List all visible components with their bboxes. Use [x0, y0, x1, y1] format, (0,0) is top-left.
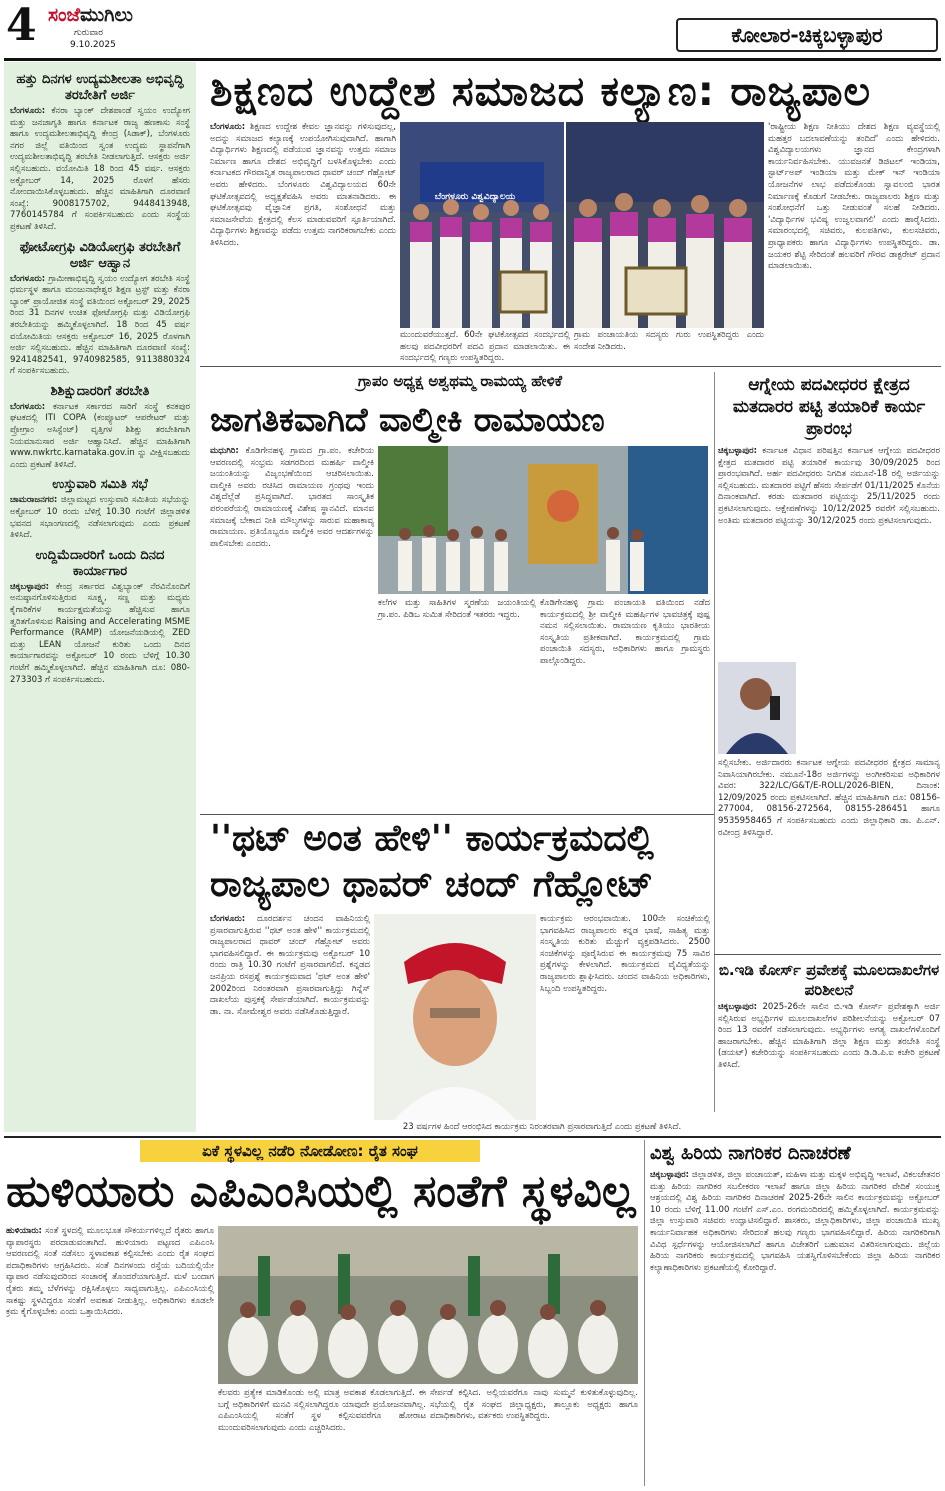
voters-headline: ಆಗ್ನೇಯ ಪದವೀಧರರ ಕ್ಷೇತ್ರದ ಮತದಾರರ ಪಟ್ಟಿ ತಯಾರಿಕೆ ಕಾರ್ಯ ಪ್ರಾರಂಭ	[732, 375, 926, 439]
bed-headline: ಬಿ.ಇಡಿ ಕೋರ್ಸ್ ಪ್ರವೇಶಕ್ಕೆ ಮೂಲದಾಖಲೆಗಳ ಪರಿಶೀಲನೆ	[718, 961, 940, 999]
convocation-photo	[400, 122, 564, 328]
gehlot-caption: 23 ವರ್ಷಗಳ ಹಿಂದೆ ಆರಂಭಿಸಿದ ಕಾರ್ಯಕ್ರಮ ನಿರಂತರವಾಗಿ ಪ್ರಸಾರವಾಗುತ್ತಿದೆ ಎಂದು ಪ್ರಕಟಣೆ ತಿಳಿಸಿದೆ.	[402, 1122, 682, 1132]
brief-title: ಉದ್ದಿಮೆದಾರರಿಗೆ ಒಂದು ದಿನದ ಕಾರ್ಯಾಗಾರ	[35, 547, 165, 579]
voters-body: ಚಿಕ್ಕಬಳ್ಳಾಪುರ: ಕರ್ನಾಟಕ ವಿಧಾನ ಪರಿಷತ್ತಿನ ಕರ್ನಾಟಕ ಆಗ್ನೇಯ ಪದವೀಧರರ ಕ್ಷೇತ್ರದ ಮತದಾರರ ಪಟ್ಟಿ ತಯಾರಿಕೆ ಕಾರ್ಯವು 30/09/2025 ರಿಂದ ಪ್ರಾರಂಭವಾಗಿದೆ. ಅರ್ಹ ಪದವೀಧರರು ನಿಗದಿತ ನಮೂನೆ-18 ರಲ್ಲಿ ಅರ್ಜಿಯನ್ನು ಸಲ್ಲಿಸಬಹುದು. ಮತದಾರರ ಪಟ್ಟಿಗೆ ಹೆಸರು ಸೇರ್ಪಡೆಗೆ 01/11/2025 ಕೊನೆಯ ದಿನಾಂಕವಾಗಿದೆ. ಕರಡು ಮತದಾರರ ಪಟ್ಟಿಯನ್ನು 25/11/2025 ರಂದು ಪ್ರಕಟಿಸಲಾಗುವುದು. ಆಕ್ಷೇಪಣೆಗಳನ್ನು 10/12/2025 ರವರೆಗೆ ಸಲ್ಲಿಸಬಹುದು. ಅಂತಿಮ ಮತದಾರರ ಪಟ್ಟಿಯನ್ನು 30/12/2025 ರಂದು ಪ್ರಕಟಿಸಲಾಗುವುದು.	[718, 446, 940, 526]
brief-body: ಬೆಂಗಳೂರು: ಕೆನರಾ ಬ್ಯಾಂಕ್ ದೇಶಪಾಂಡೆ ಸ್ವಯಂ ಉದ್ಯೋಗ ಮತ್ತು ಜನಜಾಗೃತಿ ಹಾಗೂ ಕರ್ನಾಟಕ ರಾಜ್ಯ ಹಣಕಾಸು ಸಂಸ್ಥೆ ಹಾಗೂ ಉದ್ಯಮಶೀಲತಾಭಿವೃದ್ಧಿ ಕೇಂದ್ರ (ಸಿಡಾಕ್), ಬೆಂಗಳೂರು ನಗರ ಜಿಲ್ಲೆ ವತಿಯಿಂದ ಸ್ವಂತ ಉದ್ಯಮ ಸ್ಥಾಪನೆಗಾಗಿ ಉದ್ಯಮಶೀಲತಾಭಿವೃದ್ಧಿ ತರಬೇತಿ ನೀಡಲಾಗುತ್ತಿದೆ. ಆಸಕ್ತರು ಅರ್ಜಿ ಸಲ್ಲಿಸಬಹುದು. ವಯೋಮಿತಿ 18 ರಿಂದ 45 ವರ್ಷ. ಆಸಕ್ತರು ಅಕ್ಟೋಬರ್ 14, 2025 ರೊಳಗೆ ಹೆಸರು ನೋಂದಾಯಿಸಿಕೊಳ್ಳಬಹುದು. ಹೆಚ್ಚಿನ ಮಾಹಿತಿಗಾಗಿ ದೂರವಾಣಿ ಸಂಖ್ಯೆ: 9008175702, 9448413948, 7760145784 ಗೆ ಸಂಪರ್ಕಿಸಬಹುದು ಎಂದು ಸಂಸ್ಥೆಯ ಪ್ರಕಟಣೆ ತಿಳಿಸಿದೆ.	[10, 106, 190, 232]
brief-item	[10, 548, 190, 686]
brief-item	[10, 72, 190, 234]
photo-banner-text: ಬೆಂಗಳೂರು ವಿಶ್ವವಿದ್ಯಾಲಯ	[434, 192, 516, 202]
header-date: 9.10.2025	[70, 40, 116, 50]
divider	[714, 954, 941, 955]
main-story-col1: ಬೆಂಗಳೂರು: ಶಿಕ್ಷಣದ ಉದ್ದೇಶ ಕೇವಲ ಜ್ಞಾನವನ್ನು ಗಳಿಸುವುದಲ್ಲ, ಅದನ್ನು ಸಮಾಜದ ಕಲ್ಯಾಣಕ್ಕೆ ಉಪಯೋಗಿಸುವುದಾಗಿದೆ. ಹಾಗಾಗಿ ವಿದ್ಯಾರ್ಥಿಗಳು ಶಿಕ್ಷಣದಲ್ಲಿ ಪಡೆಯುವ ಜ್ಞಾನವನ್ನು ಉತ್ತಮ ಸಮಾಜ ನಿರ್ಮಾಣ ಹಾಗೂ ದೇಶದ ಅಭಿವೃದ್ಧಿಗೆ ಬಳಸಿಕೊಳ್ಳಬೇಕು ಎಂದು ಕರ್ನಾಟಕದ ಗೌರವಾನ್ವಿತ ರಾಜ್ಯಪಾಲರಾದ ಥಾವರ್ ಚಂದ್ ಗೆಹ್ಲೋಟ್ ಅವರು ಹೇಳಿದರು. ಬೆಂಗಳೂರು ವಿಶ್ವವಿದ್ಯಾಲಯದ 60ನೇ ಘಟಿಕೋತ್ಸವದಲ್ಲಿ ಅಧ್ಯಕ್ಷತೆವಹಿಸಿ ಅವರು ಮಾತನಾಡಿದರು. ಈ ಘಟಿಕೋತ್ಸವವು ವೈಜ್ಞಾನಿಕ ಪ್ರಗತಿ, ಸಂಶೋಧನೆ ಮತ್ತು ಸಮಾಜಸೇವೆಯ ಕ್ಷೇತ್ರದಲ್ಲಿ ಕೆಲಸ ಮಾಡುವವರಿಗೆ ಸ್ಫೂರ್ತಿಯಾಗಿದೆ. ವಿದ್ಯಾರ್ಥಿಗಳು ಶಿಕ್ಷಣವನ್ನು ಪಡೆದು ಉತ್ತಮ ನಾಗರಿಕರಾಗಬೇಕು ಎಂದು ತಿಳಿಸಿದರು.	[210, 122, 396, 248]
ramayana-headline: ಜಾಗತಿಕವಾಗಿದೆ ವಾಲ್ಮೀಕಿ ರಾಮಾಯಣ	[210, 400, 605, 439]
elders-body: ಚಿಕ್ಕಬಳ್ಳಾಪುರ: ಜಿಲ್ಲಾಡಳಿತ, ಜಿಲ್ಲಾ ಪಂಚಾಯತ್, ಮಹಿಳಾ ಮತ್ತು ಮಕ್ಕಳ ಅಭಿವೃದ್ಧಿ ಇಲಾಖೆ, ವಿಕಲಚೇತನರ ಮತ್ತು ಹಿರಿಯ ನಾಗರಿಕರ ಸಬಲೀಕರಣ ಇಲಾಖೆ ಹಾಗೂ ಜಿಲ್ಲಾ ಹಿರಿಯ ನಾಗರಿಕರ ವೇದಿಕೆ ಸಂಯುಕ್ತ ಆಶ್ರಯದಲ್ಲಿ ವಿಶ್ವ ಹಿರಿಯ ನಾಗರಿಕರ ದಿನಾಚರಣೆ 2025-26ನೇ ಸಾಲಿನ ಕಾರ್ಯಕ್ರಮವನ್ನು ಅಕ್ಟೋಬರ್ 10 ರಂದು ಬೆಳಿಗ್ಗೆ 11.00 ಗಂಟೆಗೆ ಎಸ್.ಎಂ. ರಂಗಮಂದಿರದಲ್ಲಿ ಹಮ್ಮಿಕೊಳ್ಳಲಾಗಿದೆ. ಕಾರ್ಯಕ್ರಮವನ್ನು ಜಿಲ್ಲಾ ಉಸ್ತುವಾರಿ ಸಚಿವರು ಉದ್ಘಾಟಿಸಲಿದ್ದಾರೆ. ಶಾಸಕರು, ಜಿಲ್ಲಾಧಿಕಾರಿಗಳು, ಜಿಲ್ಲಾ ಪಂಚಾಯಿತಿ ಮುಖ್ಯ ಕಾರ್ಯನಿರ್ವಾಹಕ ಅಧಿಕಾರಿಗಳು ಸೇರಿದಂತೆ ಹಲವು ಗಣ್ಯರು ಭಾಗವಹಿಸಲಿದ್ದಾರೆ. ಹಿರಿಯ ನಾಗರಿಕರಿಗಾಗಿ ವಿವಿಧ ಸ್ಪರ್ಧೆಗಳನ್ನು ಆಯೋಜಿಸಲಾಗಿದೆ ಹಾಗೂ ವಿಜೇತರಿಗೆ ಬಹುಮಾನ ವಿತರಿಸಲಾಗುವುದು. ಜಿಲ್ಲೆಯ ಹಿರಿಯ ನಾಗರಿಕರು ಕಾರ್ಯಕ್ರಮದಲ್ಲಿ ಭಾಗವಹಿಸಿ ಯಶಸ್ವಿಗೊಳಿಸಬೇಕೆಂದು ಜಿಲ್ಲಾ ಹಿರಿಯ ನಾಗರಿಕರ ಕಲ್ಯಾಣಾಧಿಕಾರಿಗಳು ಪ್ರಕಟಣೆಯಲ್ಲಿ ಕೋರಿದ್ದಾರೆ.	[650, 1170, 940, 1273]
convocation-photo-right	[566, 122, 764, 328]
divider	[200, 814, 714, 815]
ramayana-photo	[378, 446, 708, 594]
brief-body: ಬೆಂಗಳೂರು: ಗ್ರಾಮೀಣಾಭಿವೃದ್ಧಿ ಸ್ವಯಂ ಉದ್ಯೋಗ ತರಬೇತಿ ಸಂಸ್ಥೆ ಧರ್ಮಸ್ಥಳ ಹಾಗೂ ಮಂಜುನಾಥೇಶ್ವರ ಶಿಕ್ಷಣ ಟ್ರಸ್ಟ್ ಮತ್ತು ಕೆನರಾ ಬ್ಯಾಂಕ್ ಪ್ರಾಯೋಜಿತ ಸಂಸ್ಥೆ ವತಿಯಿಂದ ಅಕ್ಟೋಬರ್ 29, 2025 ರಿಂದ 31 ದಿನಗಳ ಉಚಿತ ಫೋಟೋಗ್ರಫಿ ಮತ್ತು ವಿಡಿಯೋಗ್ರಫಿ ತರಬೇತಿಯನ್ನು ಹಮ್ಮಿಕೊಳ್ಳಲಾಗಿದೆ. 18 ರಿಂದ 45 ವರ್ಷ ವಯೋಮಿತಿಯ ಆಸಕ್ತರು ಅಕ್ಟೋಬರ್ 16, 2025 ರೊಳಗಾಗಿ ಅರ್ಜಿ ಸಲ್ಲಿಸಬಹುದು. ಹೆಚ್ಚಿನ ಮಾಹಿತಿಗಾಗಿ ದೂರವಾಣಿ ಸಂಖ್ಯೆ: 9241482541, 9740982585, 9113880324 ಗೆ ಸಂಪರ್ಕಿಸಬಹುದು.	[10, 273, 190, 377]
header-rule	[4, 58, 941, 61]
divider	[4, 1136, 941, 1138]
ramayana-photo-caption: ಕಲೆಗಳ ಮತ್ತು ಸಾಹಿತಿಗಳ ಸ್ಮರಣೆಯ ಜಯಂತಿಯಲ್ಲಿ ಗ್ರಾ.ಪಂ. ಪಿಡಿಒ ಸುಮಿತ ಸೇರಿದಂತೆ ಇತರರು ಇದ್ದರು.	[378, 598, 536, 620]
voters-body-wrap	[800, 662, 940, 754]
region-banner: ಕೋಲಾರ-ಚಿಕ್ಕಬಳ್ಳಾಪುರ	[676, 18, 938, 52]
header-day: ಗುರುವಾರ	[74, 28, 104, 38]
masthead-logo	[48, 4, 133, 26]
brief-item	[10, 477, 190, 541]
brief-title: ಉಸ್ತುವಾರಿ ಸಮಿತಿ ಸಭೆ	[52, 477, 148, 493]
gehlot-headline-2: ರಾಜ್ಯಪಾಲ ಥಾವರ್ ಚಂದ್ ಗೆಹ್ಲೋಟ್	[210, 864, 654, 905]
ramayana-col2: ಕೊಡಿಗೇನಹಳ್ಳಿ ಗ್ರಾಮ ಪಂಚಾಯತಿ ವತಿಯಿಂದ ನಡೆದ ಕಾರ್ಯಕ್ರಮದಲ್ಲಿ ಶ್ರೀ ವಾಲ್ಮೀಕಿ ಮಹರ್ಷಿಗಳ ಭಾವಚಿತ್ರಕ್ಕೆ ಪುಷ್ಪ ನಮನ ಸಲ್ಲಿಸಲಾಯಿತು. ರಾಮಾಯಣ ಕೃತಿಯು ಭಾರತೀಯ ಸಂಸ್ಕೃತಿಯ ಪ್ರತೀಕವಾಗಿದೆ. ಕಾರ್ಯಕ್ರಮದಲ್ಲಿ ಗ್ರಾಮ ಪಂಚಾಯಿತಿ ಸದಸ್ಯರು, ಅಧಿಕಾರಿಗಳು ಹಾಗೂ ಗ್ರಾಮಸ್ಥರು ಪಾಲ್ಗೊಂಡಿದ್ದರು.	[540, 598, 710, 666]
brief-body: ಬೆಂಗಳೂರು: ಕರ್ನಾಟಕ ಸರ್ಕಾರದ ಸಾರಿಗೆ ಸಂಸ್ಥೆ ಕನಕಪುರ ಘಟಕದಲ್ಲಿ ITI COPA (ಕಂಪ್ಯೂಟರ್ ಆಪರೇಟರ್ ಮತ್ತು ಪ್ರೋಗ್ರಾಂ ಅಸಿಸ್ಟೆಂಟ್) ವೃತ್ತಿಗಳ ಶಿಶಿಕ್ಷು ತರಬೇತಿಗಾಗಿ ನಿಯಮಾನುಸಾರ ಅರ್ಜಿ ಆಹ್ವಾನಿಸಿದೆ. ಹೆಚ್ಚಿನ ಮಾಹಿತಿಗಾಗಿ www.nwkrtc.karnataka.gov.in ನ್ನು ವೀಕ್ಷಿಸಬಹುದು ಎಂದು ಪ್ರಕಟಣೆ ತಿಳಿಸಿದೆ.	[10, 401, 190, 470]
brief-item	[10, 384, 190, 472]
apmc-kicker: ಏಕೆ ಸ್ಥಳವಿಲ್ಲ ನಡೆರಿ ನೋಡೋಣ: ರೈತ ಸಂಘ	[140, 1140, 480, 1162]
masthead-part2: ಮುಗಿಲು	[80, 4, 133, 26]
elders-headline: ವಿಶ್ವ ಹಿರಿಯ ನಾಗರಿಕರ ದಿನಾಚರಣೆ	[650, 1143, 851, 1164]
brief-title: ಹತ್ತು ದಿನಗಳ ಉದ್ಯಮಶೀಲತಾ ಅಭಿವೃದ್ಧಿ ತರಬೇತಿಗೆ ಅರ್ಜಿ	[16, 72, 184, 103]
governor-photo	[374, 914, 536, 1120]
apmc-col3: ಸೇರ್ಪಡೆ ಕಲ್ಪಿಸಿದ. ಅಲ್ಲಿಯವರೆಗೂ ನಾವು ಸುಮ್ಮನೆ ಕುಳಿತುಕೊಳ್ಳುವುದಿಲ್ಲ. ಸಭೆಯಲ್ಲಿ ರೈತ ಸಂಘದ ಜಿಲ್ಲಾಧ್ಯಕ್ಷರು, ತಾಲ್ಲೂಕು ಅಧ್ಯಕ್ಷರು ಹಾಗೂ ಪದಾಧಿಕಾರಿಗಳು, ವರ್ತಕರು ಉಪಸ್ಥಿತರಿದ್ದರು.	[430, 1388, 638, 1422]
apmc-col1: ಹುಳಿಯಾರು: ಸಂತೆ ಸ್ಥಳದಲ್ಲಿ ಮೂಲಭೂತ ಸೌಕರ್ಯಗಳಿಲ್ಲದೆ ರೈತರು ಹಾಗೂ ವ್ಯಾಪಾರಸ್ಥರು ಪರದಾಡುವಂತಾಗಿದೆ. ಹುಳಿಯಾರು ಪಟ್ಟಣದ ಎಪಿಎಂಸಿ ಆವರಣದಲ್ಲಿ ಸಂತೆ ನಡೆಸಲು ಸ್ಥಳಾವಕಾಶ ಕಲ್ಪಿಸಬೇಕು ಎಂದು ರೈತ ಸಂಘದ ಪದಾಧಿಕಾರಿಗಳು ಆಗ್ರಹಿಸಿದರು. ಸಂತೆ ದಿನಗಳಂದು ರಸ್ತೆಯ ಬದಿಯಲ್ಲಿಯೇ ವ್ಯಾಪಾರ ನಡೆಸುವುದರಿಂದ ಸಂಚಾರಕ್ಕೆ ತೊಂದರೆಯಾಗುತ್ತಿದೆ. ಮಳೆ ಬಂದಾಗ ರೈತರು ತಮ್ಮ ಬೆಳೆಗಳನ್ನು ರಕ್ಷಿಸಿಕೊಳ್ಳಲು ಸಾಧ್ಯವಾಗುತ್ತಿಲ್ಲ. ಎಪಿಎಂಸಿಯಲ್ಲಿ ಸಾಕಷ್ಟು ಸ್ಥಳವಿದ್ದರೂ ಸಂತೆಗೆ ಅವಕಾಶ ನೀಡುತ್ತಿಲ್ಲ. ಅಧಿಕಾರಿಗಳು ಕೂಡಲೇ ಕ್ರಮ ಕೈಗೊಳ್ಳಬೇಕು ಎಂದು ಒತ್ತಾಯಿಸಿದರು.	[6, 1226, 214, 1318]
main-story-right: 'ರಾಷ್ಟ್ರೀಯ ಶಿಕ್ಷಣ ನೀತಿಯು ದೇಶದ ಶಿಕ್ಷಣ ವ್ಯವಸ್ಥೆಯಲ್ಲಿ ಮಹತ್ತರ ಬದಲಾವಣೆಯನ್ನು ತಂದಿದೆ' ಎಂದು ಹೇಳಿದರು. ವಿಶ್ವವಿದ್ಯಾಲಯಗಳು ಜ್ಞಾನದ ಕೇಂದ್ರಗಳಾಗಿ ಕಾರ್ಯನಿರ್ವಹಿಸಬೇಕು. ಯುವಜನತೆ ಡಿಜಿಟಲ್ ಇಂಡಿಯಾ, ಸ್ಟಾರ್ಟ್‌ಅಪ್ ಇಂಡಿಯಾ ಮತ್ತು ಮೇಕ್ ಇನ್ ಇಂಡಿಯಾ ಯೋಜನೆಗಳ ಲಾಭ ಪಡೆದುಕೊಂಡು ಸ್ವಾವಲಂಬಿ ಭಾರತ ನಿರ್ಮಾಣಕ್ಕೆ ಕೊಡುಗೆ ನೀಡಬೇಕು. ರಾಜ್ಯಪಾಲರು ಶಿಕ್ಷಣ ಮತ್ತು ಸಂಶೋಧನೆಗೆ ಒತ್ತು ನೀಡುವಂತೆ ಸಲಹೆ ನೀಡಿದರು. 'ವಿದ್ಯಾರ್ಥಿಗಳ ಭವಿಷ್ಯ ಉಜ್ವಲವಾಗಲಿ' ಎಂದು ಹಾರೈಸಿದರು. ಸಮಾರಂಭದಲ್ಲಿ ಸಚಿವರು, ಕುಲಪತಿಗಳು, ಕುಲಸಚಿವರು, ಪ್ರಾಧ್ಯಾಪಕರು ಹಾಗೂ ವಿದ್ಯಾರ್ಥಿಗಳು ಉಪಸ್ಥಿತರಿದ್ದರು. ಡಾ. ಜಯಕರ ಶೆಟ್ಟಿ ಸೇರಿದಂತೆ ಹಲವರಿಗೆ ಗೌರವ ಡಾಕ್ಟರೇಟ್ ಪ್ರದಾನ ಮಾಡಲಾಯಿತು.	[768, 122, 940, 272]
briefs-sidebar	[4, 62, 196, 1132]
officer-photo	[718, 662, 796, 754]
masthead-part1: ಸಂಜೆ	[48, 4, 81, 26]
brief-title: ಶಿಶಿಕ್ಷುದಾರರಿಗೆ ತರಬೇತಿ	[50, 383, 150, 399]
brief-item	[10, 240, 190, 378]
main-headline: ಶಿಕ್ಷಣದ ಉದ್ದೇಶ ಸಮಾಜದ ಕಲ್ಯಾಣ: ರಾಜ್ಯಪಾಲ	[210, 67, 872, 115]
brief-title: ಫೋಟೋಗ್ರಫಿ ವಿಡಿಯೋಗ್ರಫಿ ತರಬೇತಿಗೆ ಅರ್ಜಿ ಆಹ್ವಾನ	[19, 239, 181, 271]
ramayana-col1: ಮಧುಗಿರಿ: ಕೊಡಿಗೇನಹಳ್ಳಿ ಗ್ರಾಮದ ಗ್ರಾ.ಪಂ. ಕಚೇರಿಯ ಆವರಣದಲ್ಲಿ ಸಂಭ್ರಮ ಸಡಗರದಿಂದ ಮಹರ್ಷಿ ವಾಲ್ಮೀಕಿ ಜಯಂತಿಯನ್ನು ವಿಜೃಂಭಣೆಯಿಂದ ಆಚರಿಸಲಾಯಿತು. ವಾಲ್ಮೀಕಿ ಅವರು ರಚಿಸಿದ ರಾಮಾಯಣ ಗ್ರಂಥವು ಇಂದು ವಿಶ್ವದೆಲ್ಲೆಡೆ ಪ್ರಸಿದ್ಧವಾಗಿದೆ. ಭಾರತದ ಸಾಂಸ್ಕೃತಿಕ ಪರಂಪರೆಯಲ್ಲಿ ರಾಮಾಯಣಕ್ಕೆ ವಿಶೇಷ ಸ್ಥಾನವಿದೆ. ಮಾನವ ಸಮಾಜಕ್ಕೆ ಬೇಕಾದ ನೀತಿ ಮೌಲ್ಯಗಳನ್ನು ಸಾರುವ ಮಹಾಕಾವ್ಯ ರಾಮಾಯಣ. ಪ್ರತಿಯೊಬ್ಬರೂ ವಾಲ್ಮೀಕಿ ಅವರ ಆದರ್ಶಗಳನ್ನು ಪಾಲಿಸಬೇಕು ಎಂದರು.	[210, 446, 374, 549]
gehlot-col2: ಕಾರ್ಯಕ್ರಮ ಆರಂಭವಾಯಿತು. 100ನೇ ಸಂಚಿಕೆಯಲ್ಲಿ ಭಾಗವಹಿಸಿದ ರಾಜ್ಯಪಾಲರು ಕನ್ನಡ ಭಾಷೆ, ಸಾಹಿತ್ಯ ಮತ್ತು ಸಂಸ್ಕೃತಿಯ ಕುರಿತು ಮೆಚ್ಚುಗೆ ವ್ಯಕ್ತಪಡಿಸಿದರು. 2500 ಸಂಚಿಕೆಗಳನ್ನು ಪೂರೈಸಿರುವ ಈ ಕಾರ್ಯಕ್ರಮವು 75 ಸಾವಿರ ಪ್ರಶ್ನೆಗಳನ್ನು ಕೇಳಲಾಗಿದೆ. ಕಾರ್ಯಕ್ರಮದ ವೈವಿಧ್ಯತೆಯನ್ನು ರಾಜ್ಯಪಾಲರು ಶ್ಲಾಘಿಸಿದರು. ಚಂದನ ವಾಹಿನಿಯ ಅಧಿಕಾರಿಗಳು, ಸಿಬ್ಬಂದಿ ಉಪಸ್ಥಿತರಿದ್ದರು.	[540, 914, 710, 994]
main-story-col3: ಗ್ರಾಮ ಪಂಚಾಯತಿಯ ಸದಸ್ಯರು ಗುರು ಉಪಸ್ಥಿತರಿದ್ದರು ಎಂದು ಸಂದೇಶ ನೀಡಿದರು.	[574, 330, 764, 352]
ramayana-kicker: ಗ್ರಾಪಂ ಅಧ್ಯಕ್ಷ ಅಶ್ವಥಮ್ಮ ರಾಮಯ್ಯ ಹೇಳಿಕೆ	[357, 372, 563, 390]
voters-body2: ಸಲ್ಲಿಸಬೇಕು. ಅರ್ಜಿದಾರರು ಕರ್ನಾಟಕ ಆಗ್ನೇಯ ಪದವೀಧರರ ಕ್ಷೇತ್ರದ ಸಾಮಾನ್ಯ ನಿವಾಸಿಯಾಗಿರಬೇಕು. ನಮೂನೆ-18ರ ಅರ್ಜಿಗಳನ್ನು ಅಂಗೀಕರಿಸುವ ಅಧಿಕಾರಿಗಳ ವಿವರ: 322/LC/G&T/E-ROLL/2026-BIEN, ದಿನಾಂಕ: 12/09/2025 ರಂದು ಪ್ರಕಟಿಸಲಾಗಿದೆ. ಹೆಚ್ಚಿನ ಮಾಹಿತಿಗಾಗಿ ದೂ: 08156-277004, 08156-272564, 08155-286451 ಹಾಗೂ 9535958465 ಗೆ ಸಂಪರ್ಕಿಸಬಹುದು ಎಂದು ಜಿಲ್ಲಾಧಿಕಾರಿ ಡಾ. ಪಿ.ಎನ್. ರವೀಂದ್ರ ತಿಳಿಸಿದ್ದಾರೆ.	[718, 758, 940, 838]
apmc-headline: ಹುಳಿಯಾರು ಎಪಿಎಂಸಿಯಲ್ಲಿ ಸಂತೆಗೆ ಸ್ಥಳವಿಲ್ಲ	[6, 1166, 636, 1217]
main-story-col2: ಮುಂದುವರೆಯುತ್ತದೆ. 60ನೇ ಘಟಿಕೋತ್ಸವದ ಸಂದರ್ಭದಲ್ಲಿ ಹಲವು ಪದವೀಧರರಿಗೆ ಪದವಿ ಪ್ರದಾನ ಮಾಡಲಾಯಿತು. ಈ ಸಂದರ್ಭದಲ್ಲಿ ಗಣ್ಯರು ಉಪಸ್ಥಿತರಿದ್ದರು.	[400, 330, 570, 364]
gehlot-headline-1: ''ಥಟ್ ಅಂತ ಹೇಳಿ'' ಕಾರ್ಯಕ್ರಮದಲ್ಲಿ	[210, 818, 654, 859]
column-divider	[644, 1140, 645, 1486]
column-divider	[714, 372, 715, 1112]
apmc-photo	[218, 1226, 638, 1384]
page-number: 4	[6, 0, 37, 51]
brief-body: ಚಾಮರಾಜನಗರ: ಜಿಲ್ಲಾಮಟ್ಟದ ಉಸ್ತುವಾರಿ ಸಮಿತಿಯ ಸಭೆಯನ್ನು ಅಕ್ಟೋಬರ್ 10 ರಂದು ಬೆಳಿಗ್ಗೆ 10.30 ಗಂಟೆಗೆ ಜಿಲ್ಲಾಡಳಿತ ಭವನದ ಸಭಾಂಗಣದಲ್ಲಿ ನಡೆಸಲಾಗುವುದು ಎಂದು ಪ್ರಕಟಣೆ ತಿಳಿಸಿದೆ.	[10, 495, 190, 541]
brief-body: ಚಿಕ್ಕಬಳ್ಳಾಪುರ: ಕೇಂದ್ರ ಸರ್ಕಾರದ ವಿಶ್ವಬ್ಯಾಂಕ್ ನೆರವಿನೊಂದಿಗೆ ಅನುಷ್ಠಾನಗೊಳಿಸುತ್ತಿರುವ ಸೂಕ್ಷ್ಮ, ಸಣ್ಣ ಮತ್ತು ಮಧ್ಯಮ ಕೈಗಾರಿಕೆಗಳ ಕಾರ್ಯಕ್ಷಮತೆಯನ್ನು ಹೆಚ್ಚಿಸುವ ಹಾಗೂ ತ್ವರಿತಗೊಳಿಸುವ Raising and Accelerating MSME Performance (RAMP) ಯೋಜನೆಯಡಿಯಲ್ಲಿ ZED ಮತ್ತು LEAN ಯೋಜನೆ ಕುರಿತು ಒಂದು ದಿನದ ಕಾರ್ಯಾಗಾರವನ್ನು ಅಕ್ಟೋಬರ್ 10 ರಂದು ಬೆಳಿಗ್ಗೆ 10.30 ಗಂಟೆಗೆ ಹಮ್ಮಿಕೊಳ್ಳಲಾಗಿದೆ. ಹೆಚ್ಚಿನ ಮಾಹಿತಿಗಾಗಿ ದೂ: 080-273303 ಗೆ ಸಂಪರ್ಕಿಸಬಹುದು.	[10, 581, 191, 685]
apmc-col2: ಕೆಲವರು ಪ್ರತ್ಯೇಕ ಮಾಡಿಕೊಂಡು ಅಲ್ಲಿ ಮಾತ್ರ ಅವಕಾಶ ಕೊಡಲಾಗುತ್ತಿದೆ. ಈ ಬಗ್ಗೆ ಅಧಿಕಾರಿಗಳಿಗೆ ಮನವಿ ಸಲ್ಲಿಸಲಾಗಿದ್ದರೂ ಯಾವುದೇ ಪ್ರಯೋಜನವಾಗಿಲ್ಲ. ಎಪಿಎಂಸಿಯಲ್ಲಿ ಸಂತೆಗೆ ಸ್ಥಳ ಕಲ್ಪಿಸುವವರೆಗೂ ಹೋರಾಟ ಮುಂದುವರಿಸಲಾಗುವುದು ಎಂದು ಎಚ್ಚರಿಸಿದರು.	[218, 1388, 426, 1433]
divider	[200, 366, 941, 367]
bed-body: ಚಿಕ್ಕಬಳ್ಳಾಪುರ: 2025-26ನೇ ಸಾಲಿನ ಬಿ.ಇಡಿ ಕೋರ್ಸ್ ಪ್ರವೇಶಕ್ಕಾಗಿ ಅರ್ಜಿ ಸಲ್ಲಿಸಿರುವ ಅಭ್ಯರ್ಥಿಗಳ ಮೂಲದಾಖಲೆಗಳ ಪರಿಶೀಲನೆಯನ್ನು ಅಕ್ಟೋಬರ್ 07 ರಿಂದ 13 ರವರೆಗೆ ನಡೆಸಲಾಗುವುದು. ಅಭ್ಯರ್ಥಿಗಳು ಅಗತ್ಯ ದಾಖಲೆಗಳೊಂದಿಗೆ ಹಾಜರಾಗಬೇಕು. ಹೆಚ್ಚಿನ ಮಾಹಿತಿಗಾಗಿ ಜಿಲ್ಲಾ ಶಿಕ್ಷಣ ಮತ್ತು ತರಬೇತಿ ಸಂಸ್ಥೆ (ಡಯಟ್) ಕಚೇರಿಯನ್ನು ಸಂಪರ್ಕಿಸಬಹುದು ಎಂದು ಡಿ.ಡಿ.ಪಿ.ಐ ಕಚೇರಿ ಪ್ರಕಟಣೆ ತಿಳಿಸಿದೆ.	[718, 1002, 940, 1070]
gehlot-col1: ಬೆಂಗಳೂರು: ದೂರದರ್ಶನ ಚಂದನ ವಾಹಿನಿಯಲ್ಲಿ ಪ್ರಸಾರವಾಗುತ್ತಿರುವ ''ಥಟ್ ಅಂತ ಹೇಳಿ'' ಕಾರ್ಯಕ್ರಮದಲ್ಲಿ ರಾಜ್ಯಪಾಲರಾದ ಥಾವರ್ ಚಂದ್ ಗೆಹ್ಲೋಟ್ ಅವರು ಭಾಗವಹಿಸಲಿದ್ದಾರೆ. ಈ ಕಾರ್ಯಕ್ರಮವು ಅಕ್ಟೋಬರ್ 10 ರಂದು ರಾತ್ರಿ 10.30 ಗಂಟೆಗೆ ಪ್ರಸಾರವಾಗಲಿದೆ. ಕನ್ನಡದ ಜನಪ್ರಿಯ ರಸಪ್ರಶ್ನೆ ಕಾರ್ಯಕ್ರಮವಾದ 'ಥಟ್ ಅಂತ ಹೇಳಿ' 2002ರಿಂದ ನಿರಂತರವಾಗಿ ಪ್ರಸಾರವಾಗುತ್ತಿದ್ದು ಗಿನ್ನೆಸ್ ದಾಖಲೆಯ ಪುಸ್ತಕಕ್ಕೆ ಸೇರ್ಪಡೆಯಾಗಿದೆ. ಕಾರ್ಯಕ್ರಮವನ್ನು ಡಾ. ನಾ. ಸೋಮೇಶ್ವರ ಅವರು ನಡೆಸಿಕೊಡುತ್ತಿದ್ದಾರೆ.	[210, 914, 370, 1017]
